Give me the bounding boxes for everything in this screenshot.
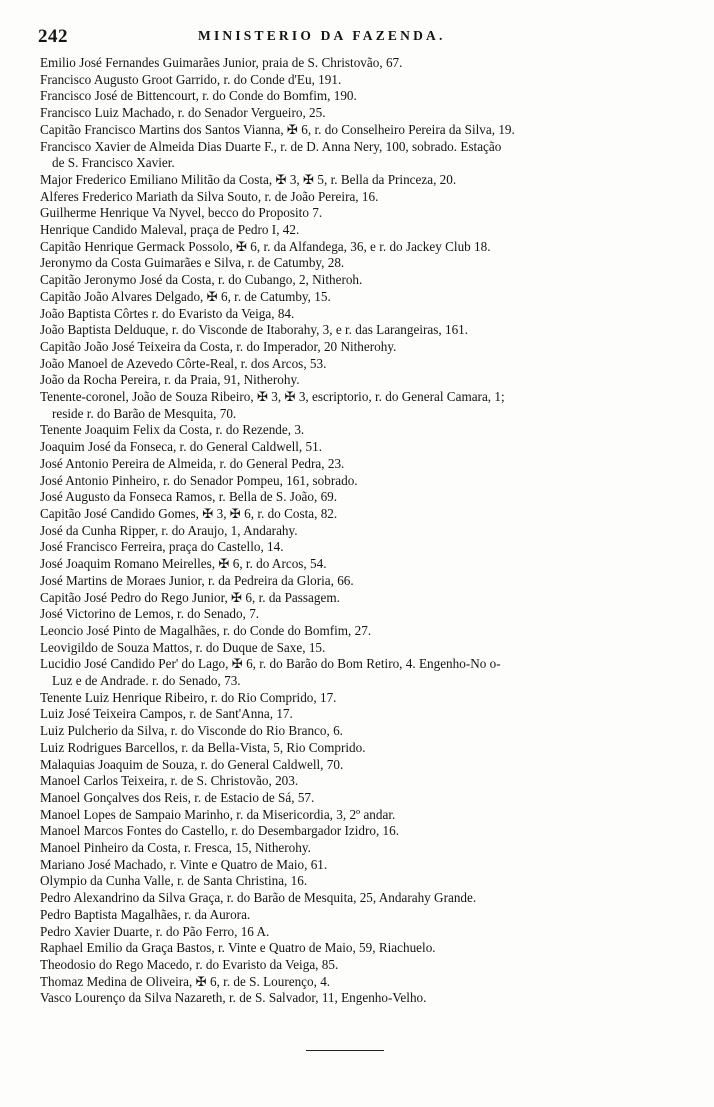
directory-entry: Pedro Baptista Magalhães, r. da Aurora.: [40, 906, 251, 922]
directory-entry: Capitão José Pedro do Rego Junior, ✠ 6, r. da Passagem.: [40, 589, 340, 605]
page-number: 242: [38, 26, 68, 47]
directory-entry: Luiz José Teixeira Campos, r. de Sant'Anna, 17.: [40, 706, 293, 722]
directory-entry: Lucidio José Candido Per' do Lago, ✠ 6, r. do Barão do Bom Retiro, 4. Engenho-No o-: [40, 656, 501, 672]
running-head-title: MINISTERIO DA FAZENDA.: [198, 28, 446, 43]
directory-entry: Leovigildo de Souza Mattos, r. do Duque de Saxe, 15.: [40, 639, 326, 655]
directory-list: [40, 55, 688, 1007]
directory-entry: José Augusto da Fonseca Ramos, r. Bella de S. João, 69.: [40, 489, 338, 505]
directory-entry: Theodosio do Rego Macedo, r. do Evaristo da Veiga, 85.: [40, 956, 339, 972]
directory-entry: Guilherme Henrique Va Nyvel, becco do Proposito 7.: [40, 205, 323, 221]
directory-entry: Capitão Francisco Martins dos Santos Vianna, ✠ 6, r. do Conselheiro Pereira da Silva, 19.: [40, 121, 515, 137]
directory-entry: Francisco Xavier de Almeida Dias Duarte F., r. de D. Anna Nery, 100, sobrado. Estação: [40, 138, 502, 154]
directory-entry: Tenente-coronel, João de Souza Ribeiro, ✠ 3, ✠ 3, escriptorio, r. do General Camara, 1;: [40, 389, 505, 405]
directory-entry: José Antonio Pereira de Almeida, r. do General Pedra, 23.: [40, 455, 345, 471]
directory-entry: Luiz Rodrigues Barcellos, r. da Bella-Vista, 5, Rio Comprido.: [40, 739, 366, 755]
directory-entry: José Francisco Ferreira, praça do Castello, 14.: [40, 539, 284, 555]
directory-entry-continuation: de S. Francisco Xavier.: [52, 155, 175, 171]
directory-entry: Capitão João Alvares Delgado, ✠ 6, r. de Catumby, 15.: [40, 288, 331, 304]
directory-entry: João da Rocha Pereira, r. da Praia, 91, Nitherohy.: [40, 372, 300, 388]
directory-entry: João Baptista Côrtes r. do Evaristo da Veiga, 84.: [40, 305, 295, 321]
directory-entry: Manoel Pinheiro da Costa, r. Fresca, 15, Nitherohy.: [40, 840, 311, 856]
directory-entry: José Antonio Pinheiro, r. do Senador Pompeu, 161, sobrado.: [40, 472, 358, 488]
directory-entry: José Joaquim Romano Meirelles, ✠ 6, r. do Arcos, 54.: [40, 556, 327, 572]
directory-entry: Jeronymo da Costa Guimarães e Silva, r. de Catumby, 28.: [40, 255, 345, 271]
directory-entry: João Manoel de Azevedo Côrte-Real, r. dos Arcos, 53.: [40, 355, 327, 371]
directory-entry: Manoel Carlos Teixeira, r. de S. Christovão, 203.: [40, 773, 299, 789]
directory-entry-continuation: Luz e de Andrade. r. do Senado, 73.: [52, 673, 241, 689]
directory-entry: Malaquias Joaquim de Souza, r. do General Caldwell, 70.: [40, 756, 344, 772]
directory-entry: Henrique Candido Maleval, praça de Pedro I, 42.: [40, 222, 300, 238]
directory-entry: Vasco Lourenço da Silva Nazareth, r. de S. Salvador, 11, Engenho-Velho.: [40, 990, 427, 1006]
directory-entry: Pedro Alexandrino da Silva Graça, r. do Barão de Mesquita, 25, Andarahy Grande.: [40, 890, 477, 906]
directory-entry: Luiz Pulcherio da Silva, r. do Visconde do Rio Branco, 6.: [40, 723, 343, 739]
directory-entry-continuation: reside r. do Barão de Mesquita, 70.: [52, 405, 237, 421]
directory-entry: Francisco Augusto Groot Garrido, r. do Conde d'Eu, 191.: [40, 71, 342, 87]
directory-entry: Tenente Joaquim Felix da Costa, r. do Rezende, 3.: [40, 422, 305, 438]
directory-entry: Capitão Henrique Germack Possolo, ✠ 6, r. da Alfandega, 36, e r. do Jackey Club 18.: [40, 238, 491, 254]
directory-entry: Tenente Luiz Henrique Ribeiro, r. do Rio Comprido, 17.: [40, 689, 337, 705]
directory-entry: Joaquim José da Fonseca, r. do General Caldwell, 51.: [40, 439, 323, 455]
directory-entry: Olympio da Cunha Valle, r. de Santa Christina, 16.: [40, 873, 308, 889]
directory-entry: Capitão José Candido Gomes, ✠ 3, ✠ 6, r. do Costa, 82.: [40, 505, 338, 521]
directory-entry: Leoncio José Pinto de Magalhães, r. do Conde do Bomfim, 27.: [40, 622, 372, 638]
directory-entry: Manoel Lopes de Sampaio Marinho, r. da Misericordia, 3, 2º andar.: [40, 806, 396, 822]
directory-entry: Capitão Jeronymo José da Costa, r. do Cubango, 2, Nitheroh.: [40, 272, 363, 288]
directory-entry: José Victorino de Lemos, r. do Senado, 7.: [40, 606, 260, 622]
directory-entry: Francisco Luiz Machado, r. do Senador Vergueiro, 25.: [40, 105, 326, 121]
directory-entry: Manoel Marcos Fontes do Castello, r. do Desembargador Izidro, 16.: [40, 823, 400, 839]
directory-entry: Manoel Gonçalves dos Reis, r. de Estacio de Sá, 57.: [40, 789, 315, 805]
directory-entry: Major Frederico Emiliano Militão da Costa, ✠ 3, ✠ 5, r. Bella da Princeza, 20.: [40, 171, 457, 187]
page-header: [38, 26, 688, 48]
directory-entry: João Baptista Delduque, r. do Visconde de Itaborahy, 3, e r. das Larangeiras, 161.: [40, 322, 469, 338]
end-rule-divider: [306, 1050, 384, 1051]
directory-entry: Thomaz Medina de Oliveira, ✠ 6, r. de S. Lourenço, 4.: [40, 973, 331, 989]
directory-entry: José Martins de Moraes Junior, r. da Pedreira da Gloria, 66.: [40, 572, 354, 588]
directory-entry: Pedro Xavier Duarte, r. do Pão Ferro, 16 A.: [40, 923, 270, 939]
directory-entry: Alferes Frederico Mariath da Silva Souto, r. de João Pereira, 16.: [40, 188, 379, 204]
directory-entry: Emilio José Fernandes Guimarães Junior, praia de S. Christovão, 67.: [40, 55, 403, 70]
directory-entry: Capitão João José Teixeira da Costa, r. do Imperador, 20 Nitherohy.: [40, 338, 397, 354]
directory-entry: Raphael Emilio da Graça Bastos, r. Vinte e Quatro de Maio, 59, Riachuelo.: [40, 940, 436, 956]
directory-entry: Francisco José de Bittencourt, r. do Conde do Bomfim, 190.: [40, 88, 357, 104]
directory-entry: Mariano José Machado, r. Vinte e Quatro de Maio, 61.: [40, 856, 328, 872]
directory-entry: José da Cunha Ripper, r. do Araujo, 1, Andarahy.: [40, 522, 298, 538]
